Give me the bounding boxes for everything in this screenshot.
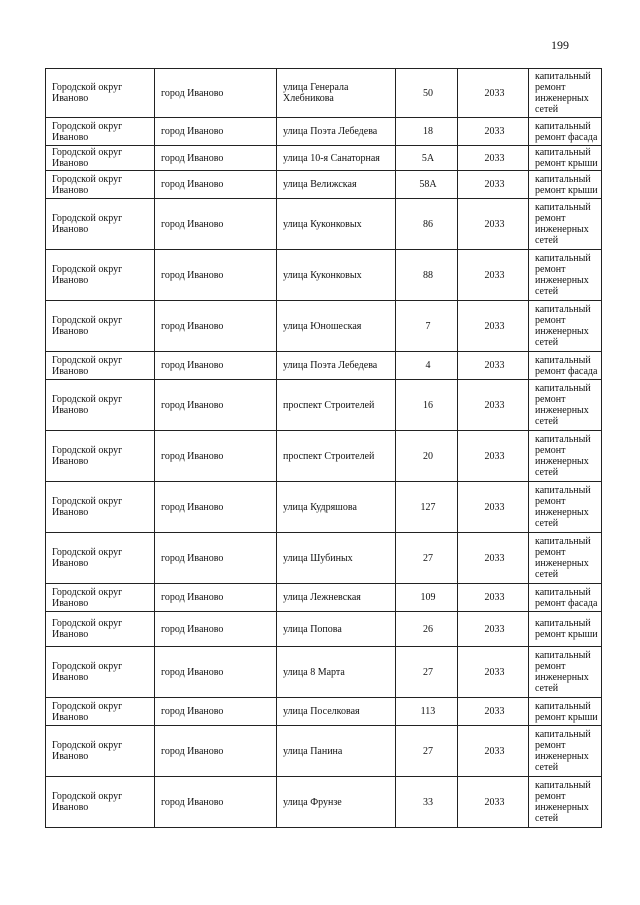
cell-street: проспект Строителей <box>277 431 396 482</box>
table-row <box>46 612 602 647</box>
table-row <box>46 584 602 612</box>
cell-year: 2033 <box>458 584 529 612</box>
table-row <box>46 69 602 118</box>
cell-okrug: Городской округ Иваново <box>46 69 155 118</box>
repair-schedule-table <box>45 68 602 828</box>
cell-work: капитальный ремонт инженерных сетей <box>529 301 602 352</box>
cell-year: 2033 <box>458 482 529 533</box>
cell-city: город Иваново <box>155 118 277 146</box>
cell-street: улица Шубиных <box>277 533 396 584</box>
cell-city: город Иваново <box>155 431 277 482</box>
cell-city: город Иваново <box>155 380 277 431</box>
cell-work: капитальный ремонт инженерных сетей <box>529 533 602 584</box>
cell-year: 2033 <box>458 533 529 584</box>
cell-work: капитальный ремонт инженерных сетей <box>529 647 602 698</box>
cell-city: город Иваново <box>155 612 277 647</box>
cell-work: капитальный ремонт крыши <box>529 698 602 726</box>
cell-house: 58А <box>396 171 458 199</box>
cell-city: город Иваново <box>155 533 277 584</box>
cell-street: улица Попова <box>277 612 396 647</box>
cell-street: улица Куконковых <box>277 199 396 250</box>
cell-work: капитальный ремонт фасада <box>529 352 602 380</box>
cell-house: 20 <box>396 431 458 482</box>
cell-city: город Иваново <box>155 698 277 726</box>
cell-city: город Иваново <box>155 146 277 171</box>
cell-city: город Иваново <box>155 171 277 199</box>
cell-okrug: Городской округ Иваново <box>46 533 155 584</box>
cell-house: 18 <box>396 118 458 146</box>
cell-street: улица Куконковых <box>277 250 396 301</box>
cell-street: улица Юношеская <box>277 301 396 352</box>
cell-work: капитальный ремонт крыши <box>529 146 602 171</box>
cell-year: 2033 <box>458 777 529 828</box>
page-number: 199 <box>551 38 569 52</box>
cell-year: 2033 <box>458 69 529 118</box>
cell-work: капитальный ремонт инженерных сетей <box>529 199 602 250</box>
cell-year: 2033 <box>458 301 529 352</box>
cell-work: капитальный ремонт инженерных сетей <box>529 69 602 118</box>
cell-okrug: Городской округ Иваново <box>46 171 155 199</box>
cell-okrug: Городской округ Иваново <box>46 250 155 301</box>
cell-okrug: Городской округ Иваново <box>46 777 155 828</box>
cell-street: улица Кудряшова <box>277 482 396 533</box>
cell-year: 2033 <box>458 250 529 301</box>
cell-work: капитальный ремонт инженерных сетей <box>529 777 602 828</box>
cell-house: 88 <box>396 250 458 301</box>
cell-okrug: Городской округ Иваново <box>46 199 155 250</box>
cell-year: 2033 <box>458 118 529 146</box>
cell-city: город Иваново <box>155 726 277 777</box>
cell-house: 26 <box>396 612 458 647</box>
cell-city: город Иваново <box>155 777 277 828</box>
cell-street: улица Панина <box>277 726 396 777</box>
cell-year: 2033 <box>458 146 529 171</box>
cell-house: 127 <box>396 482 458 533</box>
cell-year: 2033 <box>458 380 529 431</box>
cell-okrug: Городской округ Иваново <box>46 118 155 146</box>
cell-work: капитальный ремонт инженерных сетей <box>529 380 602 431</box>
cell-street: улица Лежневская <box>277 584 396 612</box>
table-row <box>46 118 602 146</box>
cell-house: 5А <box>396 146 458 171</box>
cell-city: город Иваново <box>155 647 277 698</box>
cell-city: город Иваново <box>155 199 277 250</box>
cell-work: капитальный ремонт инженерных сетей <box>529 482 602 533</box>
cell-city: город Иваново <box>155 250 277 301</box>
cell-okrug: Городской округ Иваново <box>46 301 155 352</box>
cell-street: проспект Строителей <box>277 380 396 431</box>
cell-street: улица Фрунзе <box>277 777 396 828</box>
table-row <box>46 698 602 726</box>
table-row <box>46 533 602 584</box>
table-row <box>46 380 602 431</box>
cell-house: 27 <box>396 533 458 584</box>
table-row <box>46 250 602 301</box>
cell-year: 2033 <box>458 647 529 698</box>
table-row <box>46 647 602 698</box>
cell-okrug: Городской округ Иваново <box>46 431 155 482</box>
cell-okrug: Городской округ Иваново <box>46 380 155 431</box>
table-row <box>46 482 602 533</box>
table-row <box>46 301 602 352</box>
cell-year: 2033 <box>458 431 529 482</box>
table-row <box>46 199 602 250</box>
cell-work: капитальный ремонт крыши <box>529 612 602 647</box>
table-row <box>46 146 602 171</box>
cell-work: капитальный ремонт фасада <box>529 584 602 612</box>
cell-street: улица 8 Марта <box>277 647 396 698</box>
cell-okrug: Городской округ Иваново <box>46 698 155 726</box>
cell-house: 86 <box>396 199 458 250</box>
cell-year: 2033 <box>458 698 529 726</box>
cell-house: 16 <box>396 380 458 431</box>
cell-work: капитальный ремонт инженерных сетей <box>529 250 602 301</box>
cell-city: город Иваново <box>155 352 277 380</box>
cell-year: 2033 <box>458 726 529 777</box>
cell-house: 7 <box>396 301 458 352</box>
cell-house: 109 <box>396 584 458 612</box>
table-row <box>46 352 602 380</box>
cell-house: 33 <box>396 777 458 828</box>
cell-year: 2033 <box>458 352 529 380</box>
cell-street: улица 10-я Санаторная <box>277 146 396 171</box>
cell-street: улица Велижская <box>277 171 396 199</box>
cell-work: капитальный ремонт фасада <box>529 118 602 146</box>
cell-house: 113 <box>396 698 458 726</box>
cell-work: капитальный ремонт инженерных сетей <box>529 431 602 482</box>
cell-street: улица Поэта Лебедева <box>277 352 396 380</box>
cell-okrug: Городской округ Иваново <box>46 352 155 380</box>
cell-okrug: Городской округ Иваново <box>46 482 155 533</box>
cell-okrug: Городской округ Иваново <box>46 647 155 698</box>
cell-year: 2033 <box>458 612 529 647</box>
cell-house: 27 <box>396 726 458 777</box>
cell-year: 2033 <box>458 171 529 199</box>
cell-work: капитальный ремонт инженерных сетей <box>529 726 602 777</box>
cell-city: город Иваново <box>155 69 277 118</box>
table-row <box>46 171 602 199</box>
cell-okrug: Городской округ Иваново <box>46 584 155 612</box>
table-row <box>46 777 602 828</box>
cell-okrug: Городской округ Иваново <box>46 726 155 777</box>
cell-house: 50 <box>396 69 458 118</box>
cell-work: капитальный ремонт крыши <box>529 171 602 199</box>
cell-city: город Иваново <box>155 301 277 352</box>
table-row <box>46 431 602 482</box>
cell-city: город Иваново <box>155 482 277 533</box>
cell-street: улица Поэта Лебедева <box>277 118 396 146</box>
cell-street: улица Генерала Хлебникова <box>277 69 396 118</box>
cell-city: город Иваново <box>155 584 277 612</box>
table-row <box>46 726 602 777</box>
cell-okrug: Городской округ Иваново <box>46 146 155 171</box>
cell-street: улица Поселковая <box>277 698 396 726</box>
cell-house: 4 <box>396 352 458 380</box>
cell-year: 2033 <box>458 199 529 250</box>
cell-okrug: Городской округ Иваново <box>46 612 155 647</box>
cell-house: 27 <box>396 647 458 698</box>
